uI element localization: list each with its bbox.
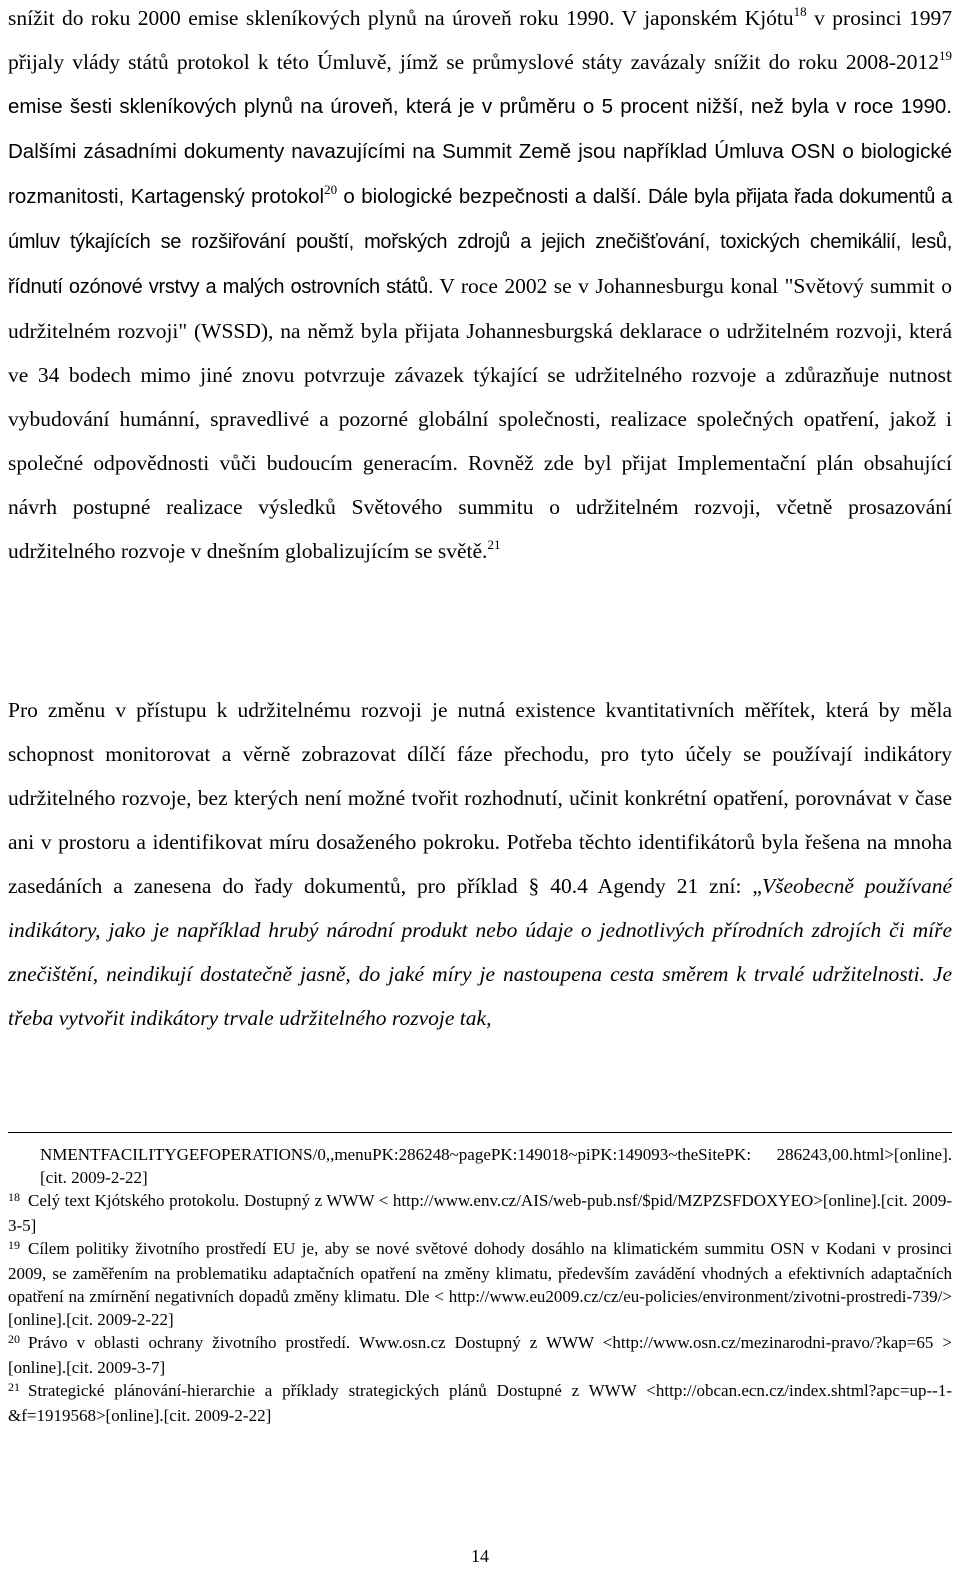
- footnote-text: Právo v oblasti ochrany životního prostředí. Www.osn.cz Dostupný z WWW <http://www.osn.cz/mezinarodni-pravo/?kap=65 >[online].[cit. 2009-3-7]: [8, 1333, 952, 1377]
- paragraph-sentence: Dále byla přijata řada dokumentů a úmluv týkajících se rozšiřování pouští, mořských zdrojů a jejich znečišťování, toxických chemikálií, lesů, řídnutí ozónové vrstvy a malých ostrovních států.: [8, 186, 952, 298]
- footnote-ref-21: 21: [487, 536, 501, 552]
- page-number: 14: [471, 1546, 489, 1566]
- footnote-21: [8, 1379, 952, 1427]
- paragraph-sentence: Pro změnu v přístupu k udržitelnému rozvoji je nutná existence kvantitativních měřítek, která by měla schopnost monitorovat a věrně zobrazovat dílčí fáze přechodu, pro tyto účely se používají indikátory udržitelného rozvoje, bez kterých není možné tvořit rozhodnutí, učinit konkrétní opatření, porovnávat v čase ani v prostoru a identifikovat míru dosaženého pokroku. Potřeba těchto identifikátorů byla řešena na mnoha zasedáních a zanesena do řady dokumentů, pro příklad § 40.4 Agendy 21 zní: „: [8, 698, 952, 898]
- document-page: [8, 0, 952, 1590]
- footnote-19: [8, 1237, 952, 1331]
- paragraph-indicators: [8, 688, 952, 1040]
- footnote-number: 18: [8, 1190, 20, 1204]
- footnote-carryover: NMENTFACILITYGEFOPERATIONS/0,,menuPK:286248~pagePK:149018~piPK:149093~theSitePK: 286243,00.html>[online].[cit. 2009-2-22]: [40, 1145, 952, 1187]
- paragraph-sentence: Dalšími zásadními dokumenty navazujícími na Summit Země jsou například Úmluva OSN o biologické rozmanitosti, Kartagenský protokol: [8, 140, 952, 208]
- footnote-ref-20: 20: [324, 181, 338, 197]
- footnote-text: Strategické plánování-hierarchie a příklady strategických plánů Dostupné z WWW <http://obcan.ecn.cz/index.shtml?apc=up--1-&f=1919568>[online].[cit. 2009-2-22]: [8, 1381, 952, 1425]
- paragraph-sentence: emise šesti skleníkových plynů na úroveň, která je v průměru o 5 procent nižší, než byla v roce 1990.: [8, 95, 952, 118]
- footnote-separator: [8, 1132, 952, 1133]
- footnote-ref-18: 18: [793, 3, 807, 19]
- paragraph-sentence: v prosinci 1997 přijaly vlády států protokol k této Úmluvě, jímž se průmyslové státy zavázaly snížit do roku 2008-2012: [8, 6, 952, 74]
- footnote-number: 20: [8, 1332, 20, 1346]
- footnote-ref-19: 19: [939, 47, 952, 63]
- footnote-20: [8, 1331, 952, 1379]
- paragraph-sentence: V roce 2002 se v Johannesburgu konal "Světový summit o udržitelném rozvoji" (WSSD), na němž byla přijata Johannesburgská deklarace o udržitelném rozvoji, která ve 34 bodech mimo jiné znovu potvrzuje závazek týkající se udržitelného rozvoje a zdůrazňuje nutnost vybudování humánní, spravedlivé a pozorné globální společnosti, realizace společných opatření, jakož i společné odpovědnosti vůči budoucím generacím. Rovněž zde byl přijat Implementační plán obsahující návrh postupné realizace výsledků Světového summitu o udržitelném rozvoji, včetně prosazování udržitelného rozvoje v dnešním globalizujícím se světě.: [8, 274, 952, 563]
- footnotes: [8, 1143, 952, 1427]
- footnote-text: Cílem politiky životního prostředí EU je, aby se nové světové dohody dosáhlo na klimatickém summitu OSN v Kodani v prosinci 2009, se zaměřením na problematiku adaptačních opatření na změny klimatu, především zavádění vhodných a efektivních adaptačních opatření na zmírnění negativních dopadů změny klimatu. Dle < http://www.eu2009.cz/cz/eu-policies/environment/zivotni-prostredi-739/> [online].[cit. 2009-2-22]: [8, 1239, 952, 1329]
- footnote-number: 21: [8, 1380, 20, 1394]
- agenda-quote: Všeobecně používané indikátory, jako je například hrubý národní produkt nebo údaje o jednotlivých přírodních zdrojích či míře znečištění, neindikují dostatečně jasně, do jaké míry je nastoupena cesta směrem k trvalé udržitelnosti. Je třeba vytvořit indikátory trvale udržitelného rozvoje tak,: [8, 874, 953, 1030]
- paragraph-sentence: o biologické bezpečnosti a další.: [343, 185, 642, 208]
- paragraph-sentence: snížit do roku 2000 emise skleníkových plynů na úroveň roku 1990. V japonském Kjótu: [8, 6, 794, 30]
- footnote-text: Celý text Kjótského protokolu. Dostupný z WWW < http://www.env.cz/AIS/web-pub.nsf/$pid/MZPZSFDOXYEO>[online].[cit. 2009-3-5]: [8, 1191, 952, 1235]
- footnote-number: 19: [8, 1238, 20, 1252]
- paragraph-summit-history: [8, 0, 952, 573]
- footnote-18: [8, 1189, 952, 1237]
